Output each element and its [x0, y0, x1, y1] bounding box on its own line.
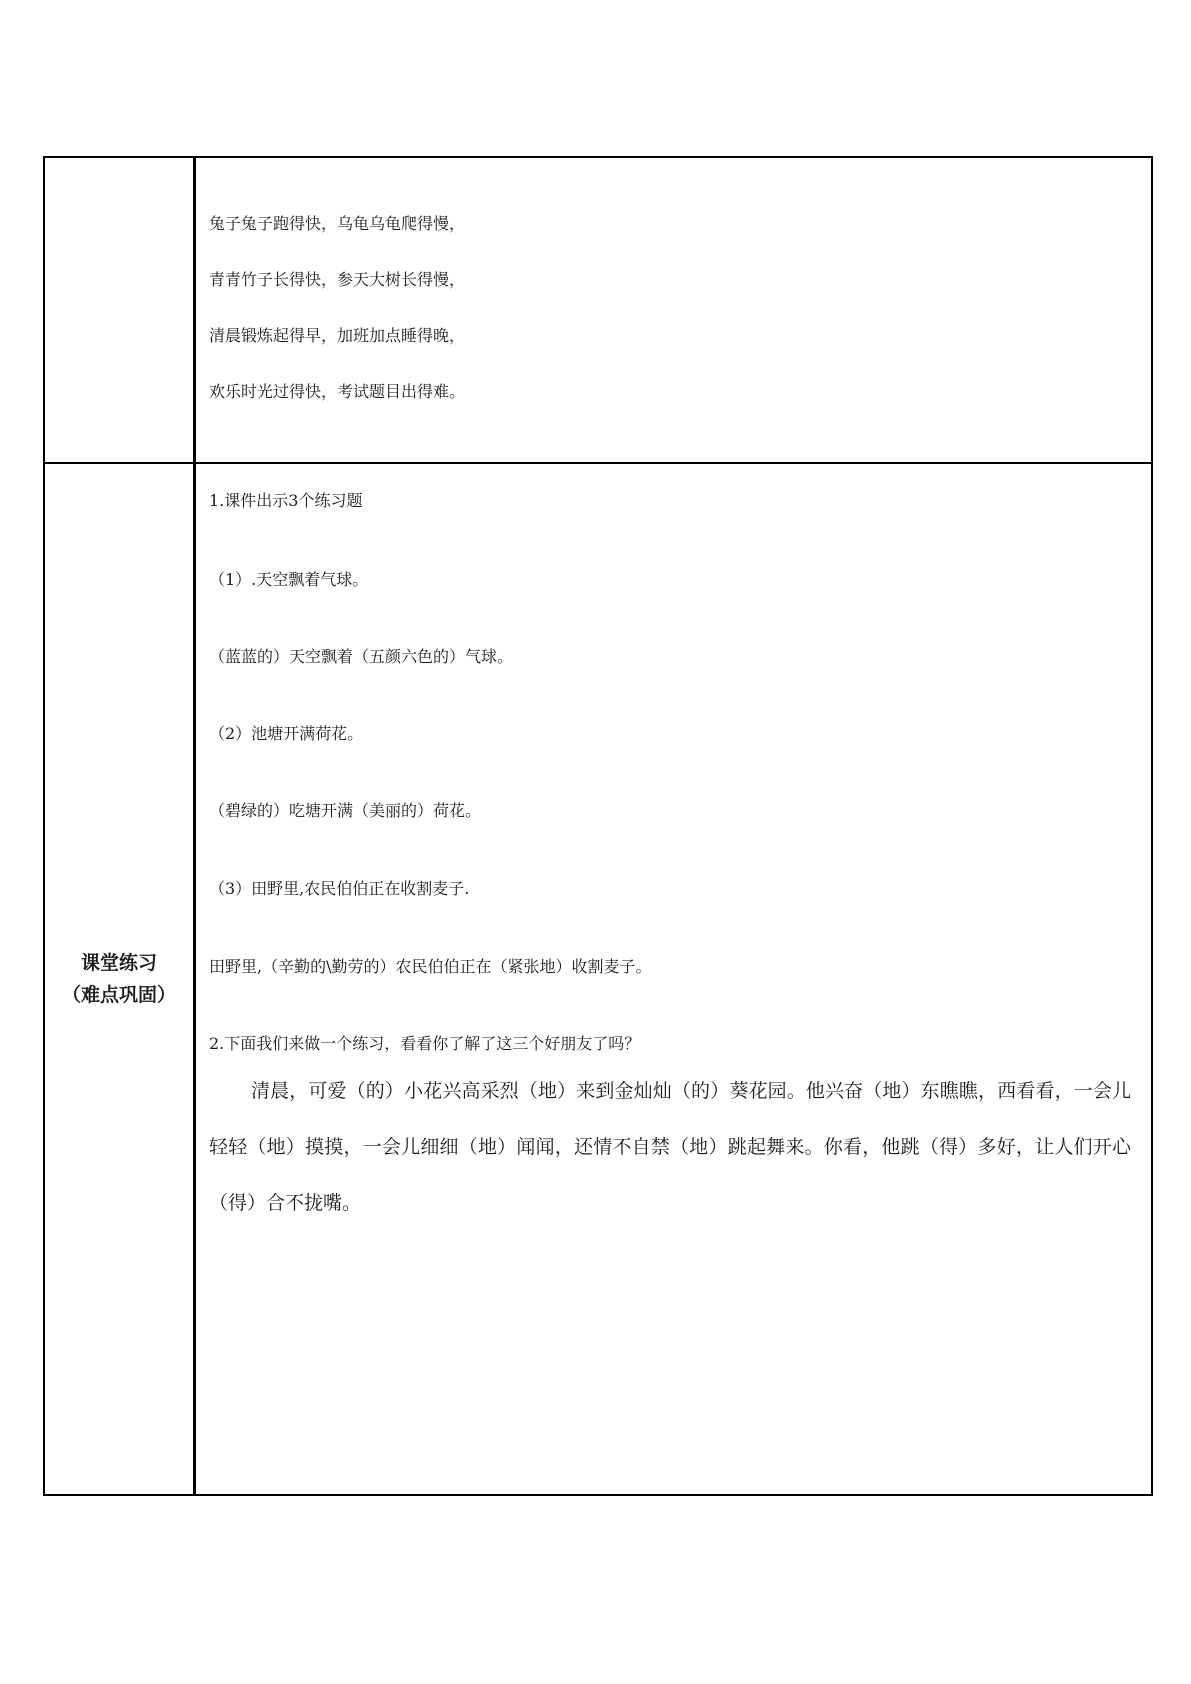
practice-label-line1: 课堂练习: [80, 952, 157, 974]
task1-title: 1.课件出示3个练习题: [209, 491, 363, 510]
answer-1: （蓝蓝的）天空飘着（五颜六色的）气球。: [209, 647, 514, 666]
task2-title: 2.下面我们来做一个练习，看看你了解了这三个好朋友了吗？: [209, 1034, 641, 1053]
answer-2: （碧绿的）吃塘开满（美丽的）荷花。: [209, 801, 482, 820]
practice-content-cell: [195, 463, 1153, 1495]
rhyme-block: [196, 196, 1151, 420]
practice-label-line2: （难点巩固）: [61, 984, 176, 1006]
lesson-plan-table: [43, 156, 1153, 1496]
question-2: （2）池塘开满荷花。: [209, 724, 364, 743]
rhyme-line-4: 欢乐时光过得快，考试题目出得难。: [209, 382, 466, 401]
rhyme-cell: [195, 157, 1153, 463]
rhyme-line-3: 清晨锻炼起得早，加班加点睡得晚，: [209, 326, 466, 345]
practice-content: [196, 486, 1151, 1231]
rhyme-line-1: 兔子兔子跑得快，乌龟乌龟爬得慢，: [209, 214, 466, 233]
question-1: （1）.天空飘着气球。: [209, 570, 369, 589]
rhyme-line-2: 青青竹子长得快，参天大树长得慢，: [209, 270, 466, 289]
task2-paragraph: 清晨，可爱（的）小花兴高采烈（地）来到金灿灿（的）葵花园。他兴奋（地）东瞧瞧，西看看，一会儿轻轻（地）摸摸，一会儿细细（地）闻闻，还情不自禁（地）跳起舞来。你看，他跳（得）多好，让人们开心（得）合不拢嘴。: [209, 1080, 1131, 1214]
question-3: （3）田野里,农民伯伯正在收割麦子.: [209, 879, 470, 898]
table-row-practice: [44, 463, 1152, 1495]
answer-3: 田野里,（辛勤的\勤劳的）农民伯伯正在（紧张地）收割麦子。: [209, 957, 652, 976]
practice-label-cell: [44, 463, 195, 1495]
table-row-rhyme: [44, 157, 1152, 463]
label-cell-empty: [44, 157, 195, 463]
